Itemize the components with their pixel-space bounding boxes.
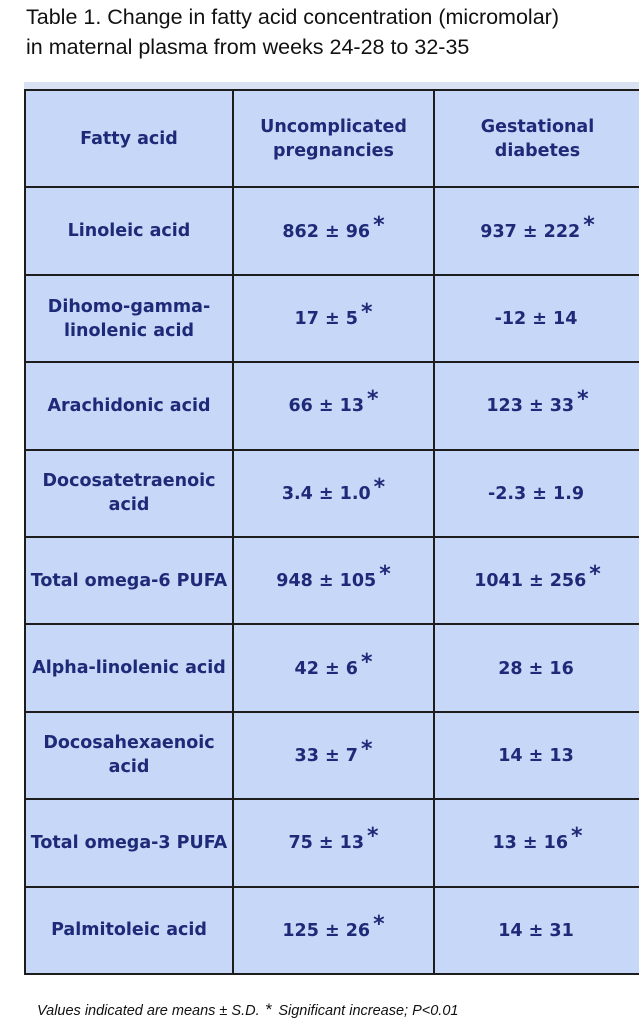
significance-star: * [571,824,583,850]
uncomplicated-value: 33 ± 7 [294,745,358,766]
uncomplicated-value: 42 ± 6 [294,658,358,679]
uncomplicated-value-cell [233,799,434,886]
fatty-acid-name: Alpha-linolenic acid [25,624,233,711]
header-gestational: Gestational diabetes [434,90,639,187]
uncomplicated-value: 75 ± 13 [288,833,365,854]
significance-star: * [583,212,595,238]
uncomplicated-value-cell [233,712,434,799]
footnote-means: Values indicated are means ± S.D. [37,1003,260,1019]
fatty-acid-name: Dihomo-gamma-linolenic acid [25,275,233,362]
fatty-acid-name: Arachidonic acid [25,362,233,449]
fatty-acid-table-container [24,82,639,978]
fatty-acid-name: Total omega-6 PUFA [25,537,233,624]
table-row [25,187,639,274]
uncomplicated-value: 862 ± 96 [282,221,371,242]
gestational-value: 937 ± 222 [480,221,581,242]
uncomplicated-value-cell [233,362,434,449]
significance-star: * [367,824,379,850]
gestational-value-cell [434,187,639,274]
table-row [25,450,639,537]
table-row [25,799,639,886]
table-footnote [37,1000,458,1020]
significance-star: * [360,649,373,675]
table-row [25,275,639,362]
gestational-value-cell [434,537,639,624]
table-header-row [25,90,639,187]
gestational-value: 14 ± 31 [498,920,574,941]
uncomplicated-value-cell [233,275,434,362]
gestational-value-cell [434,712,639,799]
table-row [25,624,639,711]
fatty-acid-table [24,89,639,975]
uncomplicated-value: 3.4 ± 1.0 [281,483,371,504]
table-caption [26,2,638,62]
uncomplicated-value: 17 ± 5 [294,309,358,330]
gestational-value-cell [434,362,639,449]
uncomplicated-value: 66 ± 13 [288,396,365,417]
significance-star: * [373,911,385,937]
significance-star: * [367,387,379,413]
gestational-value: 28 ± 16 [498,658,574,679]
header-uncomplicated: Uncomplicated pregnancies [233,90,434,187]
significance-star: * [577,387,589,413]
gestational-value-cell [434,624,639,711]
uncomplicated-value-cell [233,187,434,274]
significance-star: * [379,562,391,588]
significance-star: * [360,300,373,326]
uncomplicated-value-cell [233,887,434,974]
significance-star: * [373,212,385,238]
significance-star: * [373,474,386,500]
header-fatty-acid: Fatty acid [25,90,233,187]
gestational-value-cell [434,799,639,886]
fatty-acid-name: Total omega-3 PUFA [25,799,233,886]
table-row [25,887,639,974]
significance-star: * [589,562,601,588]
gestational-value: 14 ± 13 [498,745,574,766]
uncomplicated-value-cell [233,624,434,711]
table-row [25,537,639,624]
gestational-value: -2.3 ± 1.9 [487,483,585,504]
gestational-value: 123 ± 33 [486,396,575,417]
fatty-acid-name: Linoleic acid [25,187,233,274]
footnote-significance: Significant increase; P<0.01 [278,1003,459,1019]
table-top-shading [24,82,639,89]
fatty-acid-name: Palmitoleic acid [25,887,233,974]
gestational-value: 13 ± 16 [492,833,569,854]
fatty-acid-name: Docosahexaenoic acid [25,712,233,799]
uncomplicated-value: 948 ± 105 [276,571,377,592]
table-row [25,712,639,799]
uncomplicated-value-cell [233,537,434,624]
caption-line-1: Table 1. Change in fatty acid concentration (micromolar) [26,5,559,29]
gestational-value-cell [434,450,639,537]
uncomplicated-value-cell [233,450,434,537]
gestational-value: -12 ± 14 [494,309,578,330]
footnote-star: * [265,1000,273,1019]
fatty-acid-name: Docosatetraenoic acid [25,450,233,537]
table-row [25,362,639,449]
gestational-value-cell [434,275,639,362]
gestational-value: 1041 ± 256 [474,571,587,592]
uncomplicated-value: 125 ± 26 [282,920,371,941]
significance-star: * [360,736,373,762]
caption-line-2: in maternal plasma from weeks 24-28 to 32-35 [26,35,470,59]
gestational-value-cell [434,887,639,974]
